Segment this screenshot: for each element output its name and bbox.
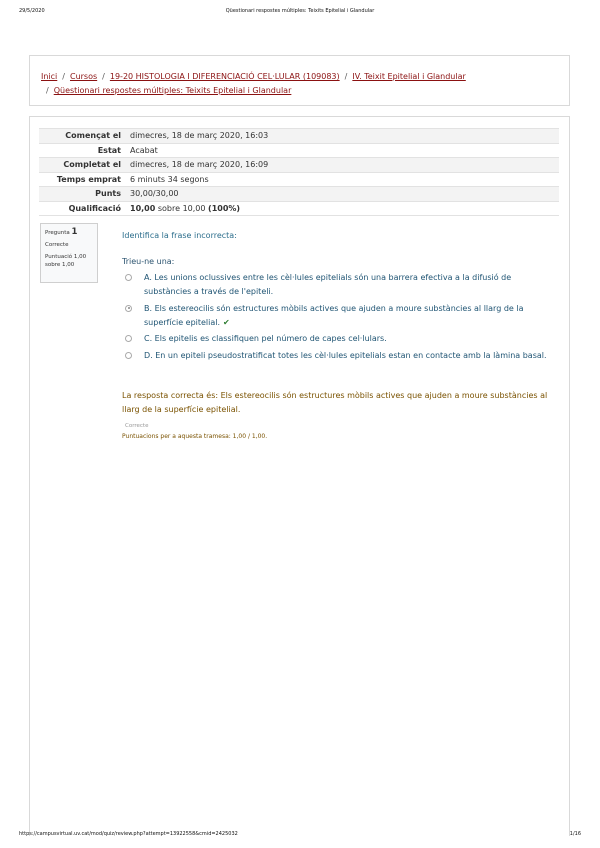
print-page-number: 1/16 (569, 831, 581, 837)
summary-value: 30,00/30,00 (130, 189, 179, 199)
summary-value: dimecres, 18 de març 2020, 16:09 (130, 160, 269, 170)
breadcrumb-courses[interactable]: Cursos (69, 72, 98, 81)
breadcrumb-quiz[interactable]: Qüestionari respostes múltiples: Teixits Epitelial i Glandular (53, 86, 292, 95)
summary-row-completed (39, 158, 559, 173)
summary-grade-value (127, 201, 559, 216)
grade-out-of: sobre 10,00 (157, 203, 206, 213)
question-text: Identifica la frase incorrecta: (122, 231, 237, 240)
summary-label: Començat el (65, 131, 121, 141)
summary-label: Estat (97, 145, 121, 155)
breadcrumb-home[interactable]: Inici (41, 72, 58, 81)
summary-row-time-taken (39, 172, 559, 187)
breadcrumb-separator: / (344, 72, 348, 81)
answer-option-b[interactable] (122, 302, 552, 330)
print-url: https://campusvirtual.uv.cat/mod/quiz/review.php?attempt=13922558&cmid=2425032 (19, 831, 238, 837)
summary-label: Punts (95, 189, 121, 199)
summary-row-started (39, 129, 559, 144)
answer-option-c[interactable] (122, 332, 552, 346)
breadcrumb (29, 55, 570, 106)
radio-button[interactable] (125, 274, 132, 281)
breadcrumb-separator: / (102, 72, 105, 81)
grade-score: 10,00 (130, 203, 156, 213)
question-state: Correcte (45, 242, 69, 248)
summary-row-grade (39, 201, 559, 216)
answer-option-d[interactable] (122, 349, 552, 363)
breadcrumb-separator: / (46, 86, 49, 95)
answer-prompt: Trieu-ne una: (122, 257, 175, 266)
quiz-review-region (29, 116, 570, 836)
summary-row-state (39, 143, 559, 158)
radio-button[interactable] (125, 352, 132, 359)
summary-label: Qualificació (68, 203, 121, 213)
answer-label: C. Els epitelis es classifiquen pel número de capes cel·lulars. (144, 334, 387, 343)
summary-label: Completat el (63, 160, 121, 170)
answer-label: B. Els estereocilis són estructures mòbils actives que ajuden a moure substàncies al llarg de la superfície epitelial. (144, 303, 524, 327)
correct-answer-feedback: La resposta correcta és: Els estereocilis són estructures mòbils actives que ajuden a moure substàncies al llarg de la superfície epitelial. (122, 391, 548, 414)
graded-state: Correcte (125, 423, 149, 429)
breadcrumb-separator: / (62, 72, 65, 81)
summary-value: 6 minuts 34 segons (130, 174, 209, 184)
breadcrumb-course[interactable]: 19-20 HISTOLOGIA I DIFERENCIACIÓ CEL·LULAR (109083) (109, 72, 340, 81)
grade-percent: (100%) (208, 203, 241, 213)
answer-option-a[interactable] (122, 271, 552, 299)
answer-label: D. En un epiteli pseudostratificat totes les cèl·lules epitelials estan en contacte amb la làmina basal. (144, 350, 547, 360)
question-info-box (40, 223, 98, 283)
summary-value: dimecres, 18 de març 2020, 16:03 (130, 131, 269, 141)
print-date: 29/5/2020 (19, 8, 45, 14)
question-mark: Puntuació 1,00 sobre 1,00 (45, 254, 87, 268)
radio-button[interactable] (125, 335, 132, 342)
breadcrumb-section[interactable]: IV. Teixit Epitelial i Glandular (352, 72, 466, 81)
check-icon: ✔ (223, 317, 230, 327)
summary-row-marks (39, 187, 559, 202)
question-label: Pregunta (45, 230, 70, 236)
answer-label: A. Les unions oclussives entre les cèl·lules epitelials són una barrera efectiva a la difusió de substàncies a través de l'epiteli. (144, 273, 512, 296)
summary-label: Temps emprat (56, 174, 121, 184)
radio-button-selected[interactable] (125, 305, 132, 312)
attempt-summary-table (39, 128, 559, 216)
summary-value: Acabat (130, 145, 158, 155)
submission-marks: Puntuacions per a aquesta tramesa: 1,00 / 1,00. (122, 433, 268, 440)
answer-list (122, 271, 552, 365)
print-title: Qüestionari respostes múltiples: Teixits Epitelial i Glandular (225, 8, 375, 14)
question-number: 1 (71, 227, 78, 237)
